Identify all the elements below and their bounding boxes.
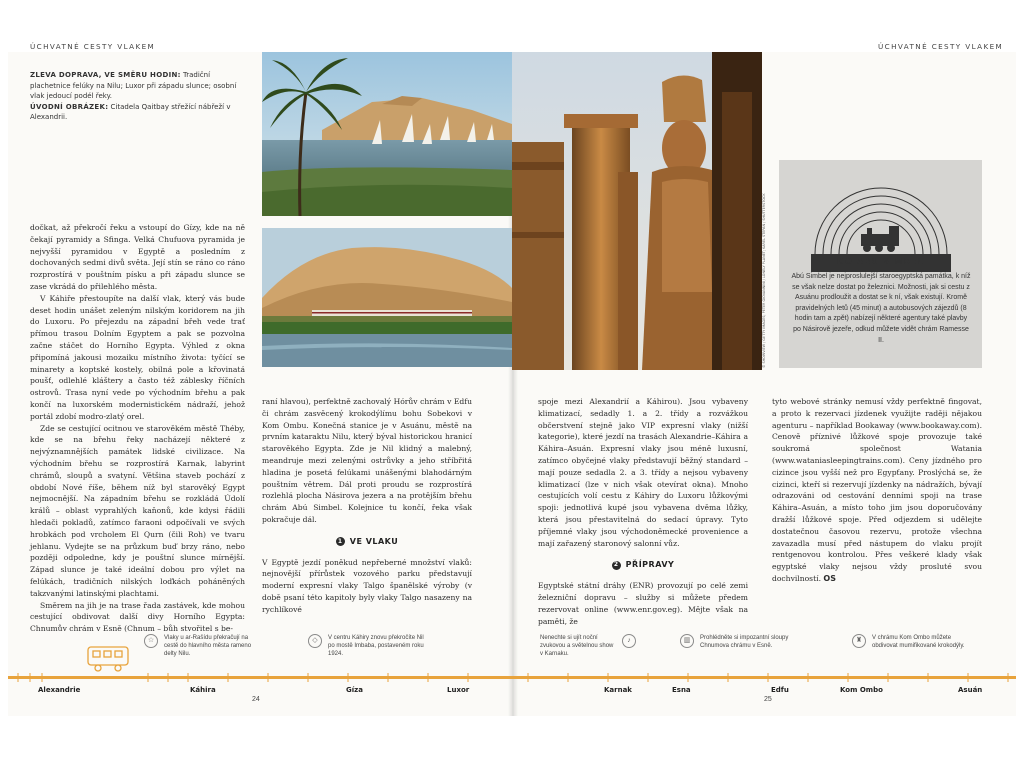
caption-head-2: ÚVODNÍ OBRÁZEK: [30,102,109,111]
timeline-stop: Alexandrie [38,686,81,694]
bridge-icon: ◇ [308,634,322,648]
section-heading-preparations [538,559,748,571]
page-number-right: 25 [764,696,772,703]
timeline-note [308,634,428,658]
timeline-note-text: Vlaky u ar-Rašídu překračují na cestě do hlavního města rameno delty Nilu. [164,635,252,657]
paragraph: Směrem na jih je na trase řada zastávek, kde mohou cestující obdivovat další divy Horního Egypta: Chnumův chrám v Esně (Chnum – bůh stvořitel s be- [30,600,245,634]
running-header-right: ÚCHVATNÉ CESTY VLAKEM [878,42,1004,51]
photo-credit-text: © SHOWVIEW / GETTY IMAGES; PETER GIOVANNINI / LONELY PLANET; KAREL STEPAN / SHUTTERSTOCK [762,193,766,368]
train-icon [86,643,130,673]
timeline-stop: Karnak [604,686,632,694]
temple-icon: ♜ [852,634,866,648]
paragraph: Egyptské státní dráhy (ENR) provozují po celé zemi železniční dopravu – služby si můžete předem rezervovat online (www.enr.gov.eg). Mějte však na paměti, že [538,581,748,626]
paragraph: raní hlavou), perfektně zachovalý Hórův chrám v Edfu či chrám zasvěcený krokodýlímu bohu Sobekovi v Kom Ombu. Konečná stanice je v Asuánu, městě na prvním kataraktu Nilu, který býval historickou hranicí starověkého Egypta. Zde je Nil klidný a malebný, meandruje mezi zelenými ostrůvky a jeho stříbřitá hladina je posetá felúkami unášenými blahodárným pouštním větrem. Dál proti proudu se rozprostírá rozlehlá plocha Násirova jezera a na protějším břehu chrám Abú Simbel. Kolejnice tu končí, řeka však pokračuje dál. [262,397,472,524]
feluccas-photo [262,52,512,216]
timeline-stop: Luxor [447,686,470,694]
photo-credit [759,165,767,370]
article-column-1 [30,222,245,635]
article-column-2 [262,396,472,616]
timeline-stop: Kom Ombo [840,686,883,694]
timeline-stop: Asuán [958,686,983,694]
section-number: 2 [612,561,621,570]
train-photo [262,228,512,367]
timeline-note [852,634,972,650]
section-title: VE VLAKU [349,536,399,546]
paragraph [772,396,982,585]
timeline-note-text: V chrámu Kom Ombo můžete obdivovat mumifikované krokodýly. [872,635,965,649]
author-signature: OS [823,573,836,583]
caption-text-2: Citadela Qaitbay střežící nábřeží v Alexandrii. [30,102,231,121]
article-column-4 [772,396,982,585]
sidebar-text: Abú Simbel je nejproslulejší staroegyptská památka, k níž se však nelze dostat po železnici. Možnosti, jak si cestu z Asuánu prodloužit a dostat se k ní, však existují. Kromě pravidelných letů (45 minut) a autobusových zájezdů (8 hodin tam a zpět) nabízejí některé agentury také plavby po Násirově jezeře, odkud můžete vidět chrám Ramesse II. [791,273,971,344]
timeline-stop: Esna [672,686,691,694]
section-heading-on-train [262,536,472,548]
running-header-left: ÚCHVATNÉ CESTY VLAKEM [30,42,156,51]
luxor-colossus-photo [512,52,762,370]
paragraph-text: tyto webové stránky nemusí vždy perfektně fingovat, a proto k rezervaci jízdenek využijte raději nějakou agenturu – například Bookaway (www.bookaway.com). Cenově příznivé lůžkové spoje provozuje také soukromá společnost Watania (www.wataniasleepingtrains.com). Ceny jízdného pro cizince jsou vyšší než pro Egypťany. Proslýchá se, že cizinci, kteří si rezervují jízdenky na nádražích, bývají odrazováni od cestování denními spoji na trase Káhira–Asuán, a místo toho jim jsou doporučovány dražší lůžkové spoje. Před odjezdem si udělejte dostatečnou časovou rezervu, protože všechna zavazadla musí před nástupem do vlaku projít rentgenovou kontrolou. Přes veškeré klady však egyptské vlaky nejsou vždy prosluté svou dochvilností. [772,397,982,583]
page-number-left: 24 [252,696,260,703]
section-title: PŘÍPRAVY [625,560,675,570]
route-timeline-track [8,673,1016,683]
article-column-3 [538,396,748,627]
caption-text-1: Tradiční plachetnice felúky na Nilu; Luxor při západu slunce; osobní vlak jedoucí podél řeky. [30,71,237,100]
sidebar-title: DO ABU SIMBEL [837,257,924,266]
music-icon: ♪ [622,634,636,648]
timeline-note-text: V centru Káhiry znovu překročíte Nil po mostě Imbaba, postaveném roku 1924. [328,635,424,657]
paragraph: V Káhiře přestoupíte na další vlak, který vás bude deset hodin unášet zeleným nilským koridorem na jih do Luxoru. Po přejezdu na západní břeh vede trať přímou trasou Dolním Egyptem a pak se pozvolna začne stáčet do Horního Egypta. Výhled z okna připomíná jakousi mozaiku místního života: tyčící se minarety a koptské kostely, obilná pole a křovinatá poušť, odlehlé kláštery a často též záblesky říčních ostrovů. Trasa nyní vede po východním břehu a pak končí na luxorském modernistickém nádraží, jehož portál zdobí modro-zlatý orel. [30,293,245,421]
timeline-stop: Gíza [346,686,363,694]
timeline-note [680,634,800,650]
paragraph: dočkat, až překročí řeku a vstoupí do Gízy, kde na ně čekají pyramidy a Sfinga. Velká Chufuova pyramida je nejvyšší pyramidou v Egyptě a posledním z dochovaných sedmi divů světa. Její stín se ráno co ráno rozprostírá v pouštním písku a při západu slunce se zase vkrádá do přilehlého města. [30,223,245,291]
timeline-stop: Káhira [190,686,216,694]
paragraph: V Egyptě jezdí poněkud nepřeberné množství vlaků: nejnovější přírůstek vozového parku představují moderní expresní vlaky Talgo španělské výroby (v době psaní této kapitoly byly vlaky Talgo nasazeny na rychlíkové [262,557,472,614]
section-number: 1 [336,537,345,546]
timeline-note-text: Prohlédněte si impozantní sloupy Chnumova chrámu v Esně. [700,635,789,649]
timeline-note-text: Nenechte si ujít noční zvukovou a světelnou show v Karnaku. [540,635,614,657]
timeline-note [144,634,264,658]
star-icon: ☆ [144,634,158,648]
paragraph: Zde se cestující ocitnou ve starověkém městě Théby, kde se na břehu řeky nacházejí některé z nejvýznamnějších památek lidské civilizace. Na východním břehu se rozprostírá Karnak, labyrint chrámů, sloupů a svatyní. Většina staveb pochází z období Nové říše, během níž byl starověký Egypt nejmocnější. Na západním břehu se rozkládá Údolí králů – oblast vyprahlých kaňonů, kde kdysi řádili hledači pokladů, zatímco faraoni odpočívali ve svých hrobkách pod vrcholem El Qurn (čili Roh) ve tvaru jehlanu. Vydejte se na průzkum buď brzy ráno, nebo později odpoledne, kdy je pouštní slunce mírnější. Západ slunce je také ideální dobou pro výlet na felúkách, tradičních nilských loďkách poháněných takzvanými latinskými plachtami. [30,423,245,598]
timeline-stop: Edfu [771,686,789,694]
columns-icon: ▥ [680,634,694,648]
timeline-note [540,634,636,658]
abu-simbel-sidebar [779,160,982,368]
paragraph: spoje mezi Alexandrií a Káhirou). Jsou vybaveny klimatizací, sedadly 1. a 2. třídy a rozvážkou občerstvení stejně jako VIP expresní vlaky (nižší kategorie), které jezdí na trasách Alexandrie–Káhira a Káhira–Asuán. Expresní vlaky jsou méně luxusní, zatímco obyčejné vlaky představují běžný standard – mají pouze sedadla 2. a 3. třídy a nejsou vybaveny klimatizací (lze v nich však otevírat okna). Mnoho cestujících volí cestu z Káhiry do Luxoru lůžkovými spoji: jednotlivá kupé jsou vybavena dvěma lůžky, která jsou přestavitelná do sedací úpravy. Tyto příjemné vlaky jsou východoněmecké provenience a mají zařazený staronový salonní vůz. [538,397,748,548]
caption-head-1: ZLEVA DOPRAVA, VE SMĚRU HODIN: [30,71,181,79]
photo-caption [30,70,245,123]
